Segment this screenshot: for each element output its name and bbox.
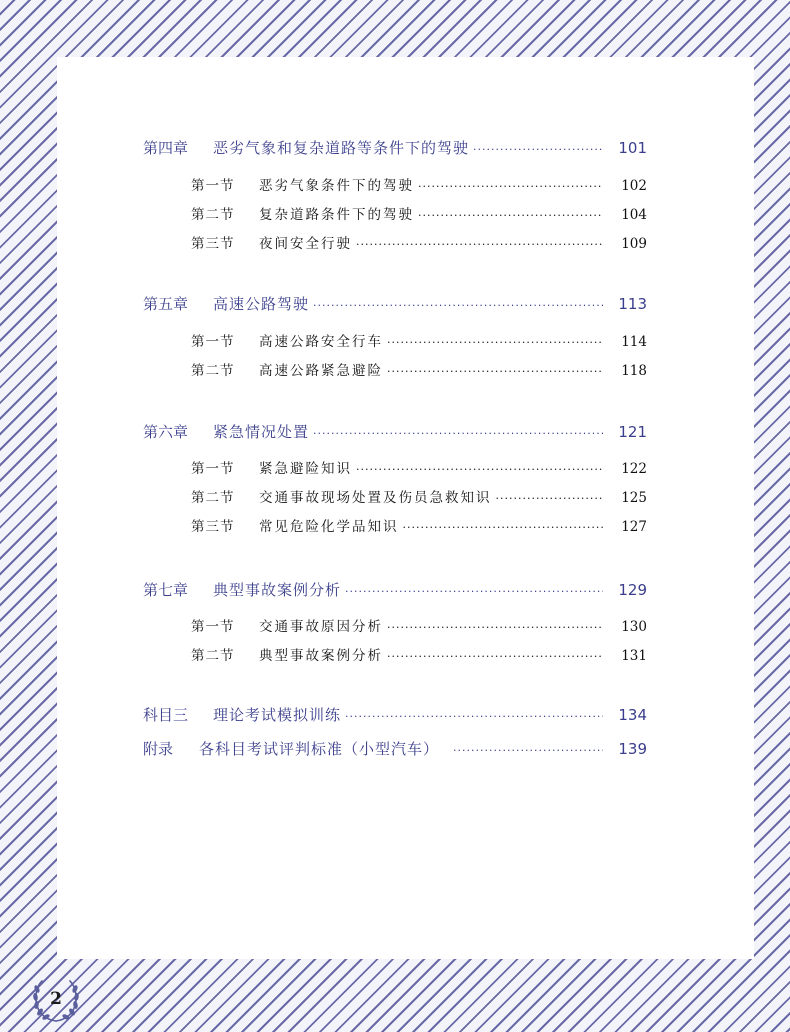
entry-number: 第一节 bbox=[191, 334, 235, 350]
page-number: 2 bbox=[50, 989, 62, 1009]
entry-page: 101 bbox=[618, 139, 647, 157]
entry-page: 139 bbox=[618, 740, 647, 758]
dot-leader bbox=[356, 238, 603, 251]
entry-page: 127 bbox=[621, 519, 647, 535]
dot-leader bbox=[313, 299, 603, 312]
entry-title: 复杂道路条件下的驾驶 bbox=[259, 207, 414, 223]
entry-title: 理论考试模拟训练 bbox=[213, 706, 342, 724]
toc-page bbox=[57, 57, 754, 959]
entry-page: 118 bbox=[621, 363, 647, 379]
toc-chapter-4[interactable] bbox=[143, 137, 647, 158]
entry-title: 交通事故原因分析 bbox=[259, 619, 383, 635]
toc-subject-3[interactable] bbox=[143, 704, 647, 725]
entry-title: 交通事故现场处置及伤员急救知识 bbox=[259, 490, 492, 506]
toc-section[interactable] bbox=[191, 174, 647, 194]
toc-chapter-5[interactable] bbox=[143, 293, 647, 314]
dot-leader bbox=[387, 365, 603, 378]
entry-page: 113 bbox=[618, 295, 647, 313]
entry-number: 第七章 bbox=[143, 581, 189, 599]
toc-section[interactable] bbox=[191, 232, 647, 252]
dot-leader bbox=[418, 180, 603, 193]
toc-section[interactable] bbox=[191, 203, 647, 223]
toc-chapter-6[interactable] bbox=[143, 421, 647, 442]
entry-title: 高速公路驾驶 bbox=[213, 295, 310, 313]
toc-section[interactable] bbox=[191, 644, 647, 664]
entry-number: 第二节 bbox=[191, 207, 235, 223]
entry-number: 第二节 bbox=[191, 363, 235, 379]
dot-leader bbox=[403, 521, 604, 534]
entry-title: 各科目考试评判标准（小型汽车） bbox=[199, 740, 440, 758]
toc-section[interactable] bbox=[191, 330, 647, 350]
entry-page: 129 bbox=[618, 581, 647, 599]
toc-section[interactable] bbox=[191, 457, 647, 477]
entry-page: 114 bbox=[621, 334, 647, 350]
entry-title: 典型事故案例分析 bbox=[259, 648, 383, 664]
dot-leader bbox=[356, 463, 603, 476]
toc-section[interactable] bbox=[191, 515, 647, 535]
dot-leader bbox=[496, 492, 604, 505]
entry-title: 高速公路紧急避险 bbox=[259, 363, 383, 379]
entry-page: 109 bbox=[621, 236, 647, 252]
entry-page: 131 bbox=[621, 648, 647, 664]
entry-title: 恶劣气象和复杂道路等条件下的驾驶 bbox=[213, 139, 470, 157]
entry-page: 121 bbox=[618, 423, 647, 441]
entry-number: 第四章 bbox=[143, 139, 189, 157]
dot-leader bbox=[387, 336, 603, 349]
entry-number: 第二节 bbox=[191, 490, 235, 506]
dot-leader bbox=[345, 710, 603, 723]
entry-page: 130 bbox=[621, 619, 647, 635]
entry-number: 附录 bbox=[143, 740, 174, 758]
toc-section[interactable] bbox=[191, 615, 647, 635]
entry-page: 122 bbox=[621, 461, 647, 477]
entry-title: 高速公路安全行车 bbox=[259, 334, 383, 350]
toc-chapter-7[interactable] bbox=[143, 579, 647, 600]
dot-leader bbox=[387, 650, 603, 663]
dot-leader bbox=[345, 585, 603, 598]
entry-title: 紧急避险知识 bbox=[259, 461, 352, 477]
dot-leader bbox=[387, 621, 603, 634]
page-folio bbox=[26, 975, 86, 1025]
entry-title: 典型事故案例分析 bbox=[213, 581, 342, 599]
toc-section[interactable] bbox=[191, 359, 647, 379]
entry-number: 第一节 bbox=[191, 619, 235, 635]
entry-page: 134 bbox=[618, 706, 647, 724]
toc-appendix[interactable] bbox=[143, 738, 647, 759]
entry-number: 科目三 bbox=[143, 706, 189, 724]
entry-number: 第一节 bbox=[191, 461, 235, 477]
dot-leader bbox=[418, 209, 603, 222]
toc-section[interactable] bbox=[191, 486, 647, 506]
entry-page: 102 bbox=[621, 178, 647, 194]
dot-leader bbox=[473, 143, 603, 156]
dot-leader bbox=[453, 744, 603, 757]
entry-number: 第六章 bbox=[143, 423, 189, 441]
dot-leader bbox=[313, 427, 603, 440]
entry-title: 紧急情况处置 bbox=[213, 423, 310, 441]
entry-title: 夜间安全行驶 bbox=[259, 236, 352, 252]
entry-number: 第三节 bbox=[191, 236, 235, 252]
entry-page: 104 bbox=[621, 207, 647, 223]
entry-title: 常见危险化学品知识 bbox=[259, 519, 399, 535]
entry-number: 第一节 bbox=[191, 178, 235, 194]
entry-number: 第五章 bbox=[143, 295, 189, 313]
entry-number: 第二节 bbox=[191, 648, 235, 664]
entry-title: 恶劣气象条件下的驾驶 bbox=[259, 178, 414, 194]
entry-page: 125 bbox=[621, 490, 647, 506]
entry-number: 第三节 bbox=[191, 519, 235, 535]
